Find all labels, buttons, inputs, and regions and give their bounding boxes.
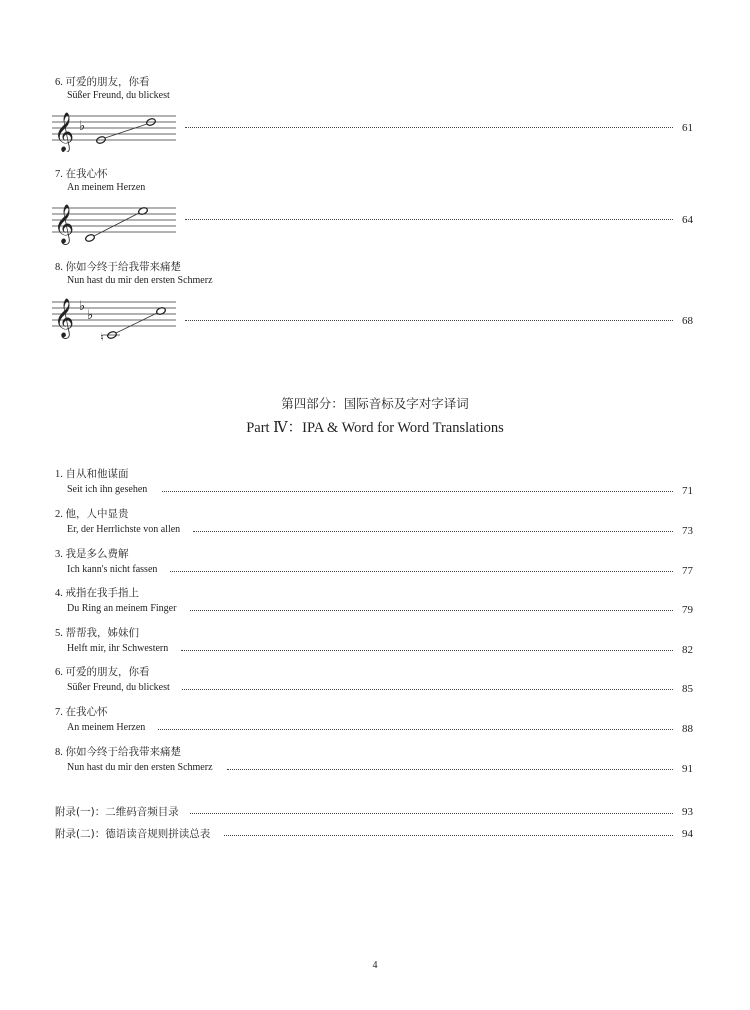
page-ref-64[interactable]: 64 <box>682 214 693 226</box>
toc-entry-2-de: Er, der Herrlichste von allen <box>67 524 181 535</box>
music-staff-7 <box>52 198 178 248</box>
toc-page-2[interactable]: 73 <box>682 525 693 537</box>
toc-page-1[interactable]: 71 <box>682 485 693 497</box>
section-title-cn: 第四部分：国际音标及字对字译词 <box>281 396 469 411</box>
note-low <box>85 234 96 243</box>
leader-dots <box>158 729 673 730</box>
treble-clef-icon: 𝄞 <box>54 204 75 244</box>
appendix-2-label: 附录(二)：德语读音规则拼读总表 <box>55 828 211 840</box>
glissando-line <box>116 313 157 333</box>
leader-dots <box>193 531 673 532</box>
toc-page-5[interactable]: 82 <box>682 644 693 656</box>
music-entry-7-de: An meinem Herzen <box>67 182 146 193</box>
toc-entry-6-de: Süßer Freund, du blickest <box>67 682 170 693</box>
toc-entry-4-de: Du Ring an meinem Finger <box>67 603 177 614</box>
leader-dots <box>190 813 673 814</box>
toc-page-4[interactable]: 79 <box>682 604 693 616</box>
toc-entry-8-cn: 8. 你如今终于给我带来痛楚 <box>55 747 181 758</box>
toc-entry-6-cn: 6. 可爱的朋友，你看 <box>55 667 150 678</box>
music-entry-7-cn: 7. 在我心怀 <box>55 169 108 180</box>
toc-page-7[interactable]: 88 <box>682 723 693 735</box>
section-title-en: Part Ⅳ：IPA & Word for Word Translations <box>246 420 504 436</box>
leader-dots <box>190 610 673 611</box>
music-entry-8-de: Nun hast du mir den ersten Schmerz <box>67 275 213 286</box>
page-ref-61[interactable]: 61 <box>682 122 693 134</box>
appendix-2-page[interactable]: 94 <box>682 828 693 840</box>
toc-entry-7-cn: 7. 在我心怀 <box>55 707 108 718</box>
appendix-1-label: 附录(一)：二维码音频目录 <box>55 806 179 818</box>
page-ref-68[interactable]: 68 <box>682 315 693 327</box>
treble-clef-icon: 𝄞 <box>54 112 75 152</box>
glissando-line <box>105 124 147 138</box>
music-entry-6-de: Süßer Freund, du blickest <box>67 90 170 101</box>
treble-clef-icon: 𝄞 <box>54 298 75 338</box>
music-entry-8-cn: 8. 你如今终于给我带来痛楚 <box>55 262 181 273</box>
toc-entry-5-cn: 5. 帮帮我，姊妹们 <box>55 628 139 639</box>
leader-dots <box>227 769 673 770</box>
toc-entry-5-de: Helft mir, ihr Schwestern <box>67 643 169 654</box>
toc-entry-1-de: Seit ich ihn gesehen <box>67 484 148 495</box>
leader-dots <box>185 219 673 220</box>
leader-dots <box>224 835 673 836</box>
page-number: 4 <box>372 960 378 971</box>
flat-icon: ♭ <box>87 308 94 323</box>
leader-dots <box>185 320 673 321</box>
music-staff-8 <box>52 292 178 346</box>
toc-entry-4-cn: 4. 戒指在我手指上 <box>55 588 139 599</box>
appendix-1-page[interactable]: 93 <box>682 806 693 818</box>
music-staff-6 <box>52 106 178 152</box>
toc-entry-2-cn: 2. 他，人中显贵 <box>55 509 129 520</box>
toc-entry-1-cn: 1. 自从和他谋面 <box>55 469 129 480</box>
leader-dots <box>181 650 673 651</box>
flat-icon: ♭ <box>79 299 86 314</box>
leader-dots <box>182 689 673 690</box>
leader-dots <box>185 127 673 128</box>
natural-icon: ♮ <box>100 331 104 344</box>
toc-page-3[interactable]: 77 <box>682 565 693 577</box>
flat-icon: ♭ <box>79 119 86 134</box>
glissando-line <box>94 213 139 236</box>
toc-entry-8-de: Nun hast du mir den ersten Schmerz <box>67 762 213 773</box>
leader-dots <box>162 491 673 492</box>
music-entry-6-cn: 6. 可爱的朋友，你看 <box>55 77 150 88</box>
toc-page-8[interactable]: 91 <box>682 763 693 775</box>
toc-entry-7-de: An meinem Herzen <box>67 722 146 733</box>
leader-dots <box>170 571 673 572</box>
toc-entry-3-cn: 3. 我是多么费解 <box>55 549 129 560</box>
toc-page-6[interactable]: 85 <box>682 683 693 695</box>
toc-entry-3-de: Ich kann's nicht fassen <box>67 564 158 575</box>
